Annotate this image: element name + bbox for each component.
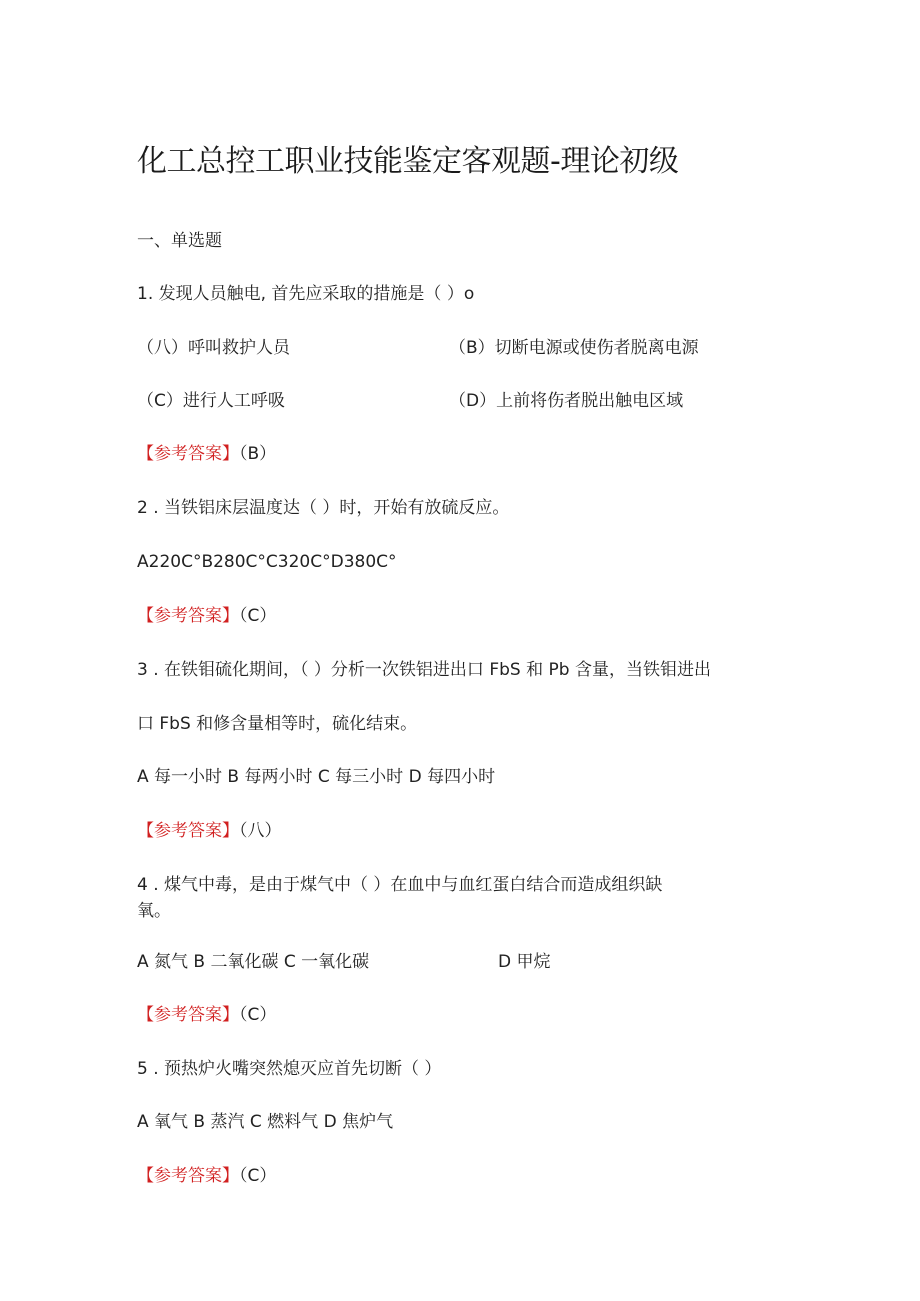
question-1-stem: 1. 发现人员触电, 首先应采取的措施是（ ）o bbox=[137, 284, 475, 304]
answer-label: 【参考答案】 bbox=[137, 444, 239, 464]
answer-label: 【参考答案】 bbox=[137, 821, 239, 841]
page-title: 化工总控工职业技能鉴定客观题-理论初级 bbox=[137, 144, 679, 179]
answer-label: 【参考答案】 bbox=[137, 606, 239, 626]
question-1-option-b: （B）切断电源或使伤者脱离电源 bbox=[449, 338, 699, 358]
question-4-stem-line2: 氧。 bbox=[137, 901, 171, 921]
answer-value: （八） bbox=[239, 821, 282, 841]
question-2-answer bbox=[137, 604, 276, 628]
question-4-option-d: D 甲烷 bbox=[498, 952, 551, 972]
answer-value: （B） bbox=[239, 444, 277, 464]
question-1-option-a: （八）呼叫救护人员 bbox=[137, 338, 290, 358]
question-5-stem: 5 . 预热炉火嘴突然熄灭应首先切断（ ） bbox=[137, 1059, 442, 1079]
question-2-stem: 2 . 当铁铝床层温度达（ ）时，开始有放硫反应。 bbox=[137, 498, 510, 518]
question-4-answer bbox=[137, 1003, 276, 1027]
question-3-stem-line2: 口 FbS 和修含量相等时，硫化结束。 bbox=[137, 714, 418, 734]
question-5-options: A 氧气 B 蒸汽 C 燃料气 D 焦炉气 bbox=[137, 1112, 394, 1132]
question-3-answer bbox=[137, 819, 282, 843]
question-1-option-d: （D）上前将伤者脱出触电区域 bbox=[449, 391, 684, 411]
question-3-options: A 每一小时 B 每两小时 C 每三小时 D 每四小时 bbox=[137, 767, 496, 787]
question-2-options: A220C°B280C°C320C°D380C° bbox=[137, 552, 397, 572]
question-3-stem-line1: 3 . 在铁钼硫化期间，（ ）分析一次铁铝进出口 FbS 和 Pb 含量，当铁钼进出 bbox=[137, 660, 711, 680]
question-1-answer bbox=[137, 442, 276, 466]
answer-value: （C） bbox=[239, 606, 277, 626]
question-4-stem-line1: 4 . 煤气中毒，是由于煤气中（ ）在血中与血红蛋白结合而造成组织缺 bbox=[137, 875, 663, 895]
question-5-answer bbox=[137, 1164, 276, 1188]
answer-value: （C） bbox=[239, 1005, 277, 1025]
answer-label: 【参考答案】 bbox=[137, 1005, 239, 1025]
question-1-option-c: （C）进行人工呼吸 bbox=[137, 391, 285, 411]
section-heading: 一、单选题 bbox=[137, 231, 222, 251]
answer-label: 【参考答案】 bbox=[137, 1166, 239, 1186]
question-4-options-left: A 氮气 B 二氧化碳 C 一氧化碳 bbox=[137, 952, 370, 972]
answer-value: （C） bbox=[239, 1166, 277, 1186]
